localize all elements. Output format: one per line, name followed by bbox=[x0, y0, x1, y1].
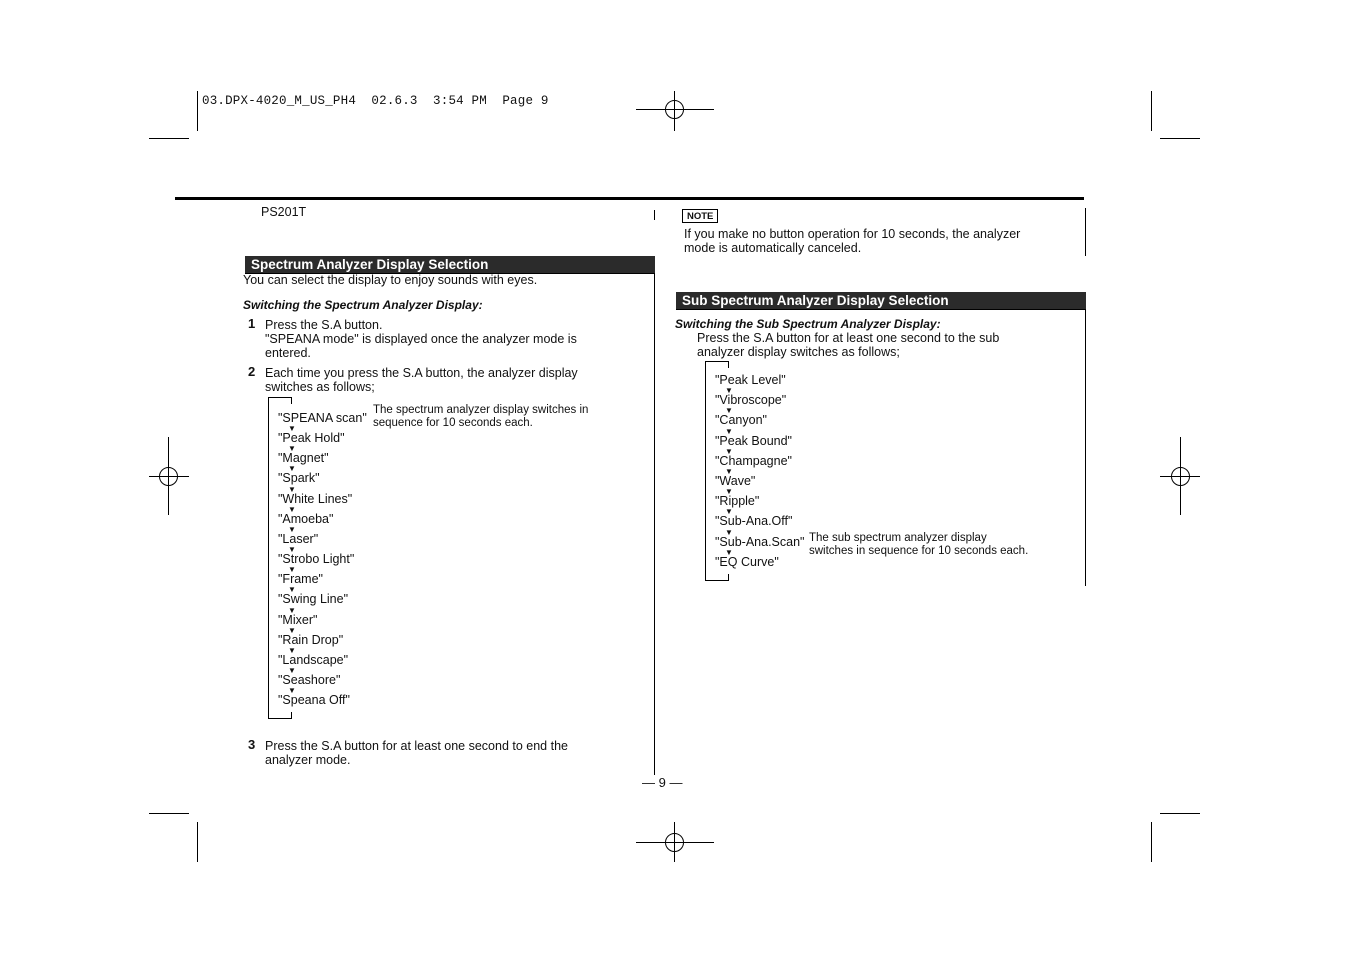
flow-item: "Swing Line" bbox=[278, 592, 349, 607]
header-rule bbox=[175, 197, 1084, 200]
flow-item: "Peak Bound" bbox=[715, 433, 792, 448]
down-arrow-icon: ▼ bbox=[725, 507, 733, 517]
crop-mark bbox=[149, 138, 189, 139]
down-arrow-icon: ▼ bbox=[725, 487, 733, 497]
flow-item: "Mixer" bbox=[278, 612, 318, 627]
sub-analyzer-display-cycle bbox=[705, 361, 825, 581]
flow-loop-line bbox=[268, 397, 269, 719]
flow-item: "White Lines" bbox=[278, 491, 353, 506]
down-arrow-icon: ▼ bbox=[725, 406, 733, 416]
crop-mark bbox=[197, 822, 198, 862]
down-arrow-icon: ▼ bbox=[725, 426, 733, 436]
flow-item: "Strobo Light" bbox=[278, 552, 355, 567]
flow-note: The sub spectrum analyzer display switches in sequence for 10 seconds each. bbox=[809, 532, 1029, 557]
registration-mark-icon bbox=[636, 822, 714, 862]
flow-item: "Vibroscope" bbox=[715, 393, 787, 408]
flow-loop-line bbox=[728, 361, 729, 368]
flow-item: "SPEANA scan" bbox=[278, 411, 367, 425]
flow-loop-line bbox=[728, 574, 729, 581]
down-arrow-icon: ▼ bbox=[288, 565, 296, 575]
down-arrow-icon: ▼ bbox=[288, 585, 296, 595]
down-arrow-icon: ▼ bbox=[288, 484, 296, 494]
flow-item: "Seashore" bbox=[278, 672, 341, 687]
crop-mark bbox=[197, 91, 198, 131]
flow-loop-line bbox=[268, 718, 292, 719]
column-divider bbox=[654, 273, 655, 775]
crop-mark bbox=[1160, 138, 1200, 139]
flow-item: "Ripple" bbox=[715, 494, 760, 509]
down-arrow-icon: ▼ bbox=[288, 545, 296, 555]
flow-item: "Canyon" bbox=[715, 413, 767, 428]
print-slug-line: 03.DPX-4020_M_US_PH4 02.6.3 3:54 PM Page 9 bbox=[202, 94, 549, 108]
flow-item: "Speana Off" bbox=[278, 693, 350, 708]
down-arrow-icon: ▼ bbox=[725, 446, 733, 456]
flow-loop-line bbox=[705, 361, 729, 362]
note-badge: NOTE bbox=[682, 209, 718, 223]
flow-item: "Peak Level" bbox=[715, 373, 786, 387]
model-code: PS201T bbox=[261, 205, 307, 219]
note-text: If you make no button operation for 10 seconds, the analyzer mode is automatically canceled. bbox=[684, 227, 1021, 255]
down-arrow-icon: ▼ bbox=[288, 524, 296, 534]
step-number: 2 bbox=[248, 364, 256, 379]
flow-loop-line bbox=[291, 397, 292, 404]
flow-loop-line bbox=[291, 712, 292, 719]
flow-item: "Magnet" bbox=[278, 451, 329, 466]
flow-loop-line bbox=[268, 397, 292, 398]
flow-item: "Amoeba" bbox=[278, 511, 334, 526]
down-arrow-icon: ▼ bbox=[725, 386, 733, 396]
crop-mark bbox=[149, 813, 189, 814]
down-arrow-icon: ▼ bbox=[725, 527, 733, 537]
down-arrow-icon: ▼ bbox=[288, 444, 296, 454]
flow-item: "Rain Drop" bbox=[278, 632, 344, 647]
step-number: 1 bbox=[248, 316, 256, 331]
step-text: Each time you press the S.A button, the analyzer display switches as follows; bbox=[265, 366, 578, 394]
subheading-switching-sub: Switching the Sub Spectrum Analyzer Display: bbox=[675, 317, 941, 331]
registration-mark-icon bbox=[1160, 437, 1200, 515]
crop-mark bbox=[1160, 813, 1200, 814]
right-edge-rule bbox=[1085, 310, 1086, 586]
flow-item: "Landscape" bbox=[278, 652, 349, 667]
flow-item: "Champagne" bbox=[715, 453, 792, 468]
down-arrow-icon: ▼ bbox=[288, 464, 296, 474]
down-arrow-icon: ▼ bbox=[725, 467, 733, 476]
registration-mark-icon bbox=[636, 91, 714, 131]
down-arrow-icon: ▼ bbox=[288, 504, 296, 514]
step-text: Press the S.A button for at least one second to end the analyzer mode. bbox=[265, 739, 568, 767]
subheading-switching: Switching the Spectrum Analyzer Display: bbox=[243, 298, 483, 312]
down-arrow-icon: ▼ bbox=[725, 547, 733, 557]
down-arrow-icon: ▼ bbox=[288, 605, 296, 615]
step-number: 3 bbox=[248, 737, 256, 752]
analyzer-display-cycle bbox=[268, 397, 388, 719]
down-arrow-icon: ▼ bbox=[288, 665, 296, 675]
down-arrow-icon: ▼ bbox=[288, 625, 296, 635]
flow-item: "EQ Curve" bbox=[715, 554, 779, 569]
flow-item: "Wave" bbox=[715, 474, 756, 488]
flow-item: "Laser" bbox=[278, 531, 319, 546]
down-arrow-icon: ▼ bbox=[288, 686, 296, 696]
crop-mark bbox=[1151, 822, 1152, 862]
registration-mark-icon bbox=[149, 437, 189, 515]
crop-mark bbox=[1151, 91, 1152, 131]
section-intro: Press the S.A button for at least one second to the sub analyzer display switches as follows; bbox=[697, 331, 1000, 359]
flow-item: "Frame" bbox=[278, 572, 323, 587]
step-text: Press the S.A button. "SPEANA mode" is displayed once the analyzer mode is entered. bbox=[265, 318, 577, 360]
flow-note: The spectrum analyzer display switches in sequence for 10 seconds each. bbox=[373, 404, 589, 429]
section-heading-spectrum: Spectrum Analyzer Display Selection bbox=[245, 256, 655, 273]
down-arrow-icon: ▼ bbox=[288, 645, 296, 655]
down-arrow-icon: ▼ bbox=[288, 424, 296, 434]
flow-item: "Sub-Ana.Off" bbox=[715, 514, 793, 529]
page-number: — 9 — bbox=[642, 775, 683, 790]
flow-item: "Spark" bbox=[278, 471, 320, 486]
flow-loop-line bbox=[705, 361, 706, 581]
section-heading-sub-spectrum: Sub Spectrum Analyzer Display Selection bbox=[676, 292, 1086, 309]
flow-loop-line bbox=[705, 580, 729, 581]
flow-item: "Sub-Ana.Scan" bbox=[715, 534, 805, 549]
right-edge-rule bbox=[1085, 208, 1086, 256]
section-intro: You can select the display to enjoy sounds with eyes. bbox=[243, 273, 538, 287]
column-tick bbox=[654, 210, 655, 220]
flow-item: "Peak Hold" bbox=[278, 431, 345, 446]
